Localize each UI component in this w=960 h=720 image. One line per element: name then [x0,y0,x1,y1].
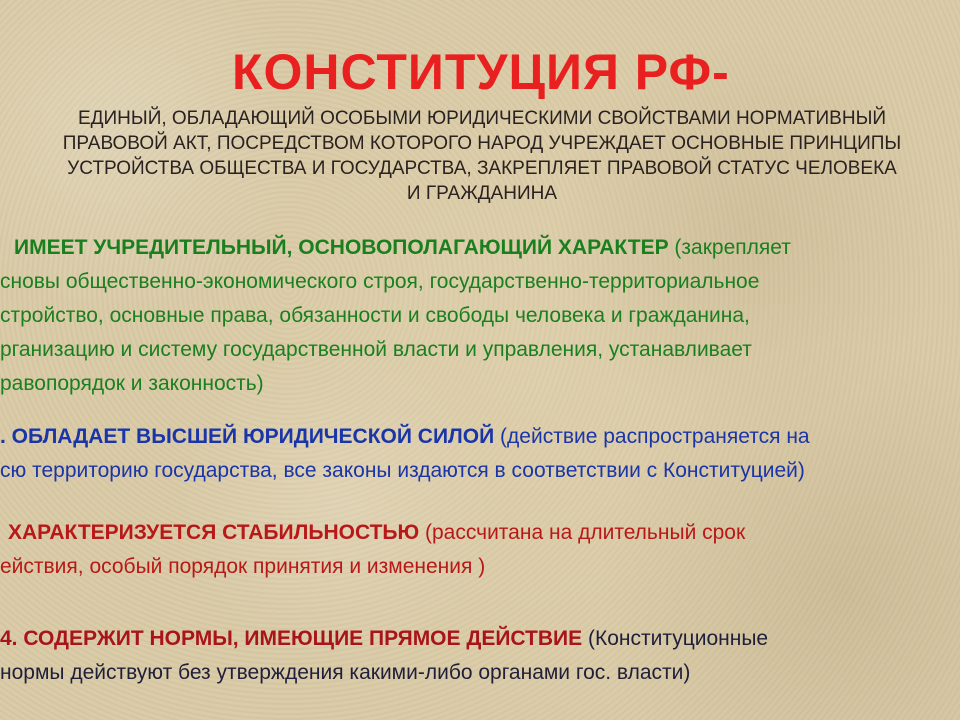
feature-detail: (Конституционные [582,627,769,650]
slide-title: КОНСТИТУЦИЯ РФ- [232,44,730,100]
feature-first-line [0,231,960,265]
feature-first-line [0,622,960,656]
feature-detail-line: стройство, основные права, обязанности и свободы человека и гражданина, [0,304,750,327]
feature-detail-line: нормы действуют без утверждения какими-либо органами гос. власти) [0,661,691,684]
feature-detail: (рассчитана на длительный срок [419,521,746,544]
feature-stability [0,516,960,584]
feature-heading: 4. СОДЕРЖИТ НОРМЫ, ИМЕЮЩИЕ ПРЯМОЕ ДЕЙСТВИЕ [0,627,583,650]
feature-first-line [0,420,960,454]
feature-heading: . ОБЛАДАЕТ ВЫСШЕЙ ЮРИДИЧЕСКОЙ СИЛОЙ [0,425,495,448]
feature-direct-effect [0,622,960,690]
feature-founding-character [0,231,960,401]
feature-detail: (действие распространяется на [494,425,810,448]
definition-line: УСТРОЙСТВА ОБЩЕСТВА И ГОСУДАРСТВА, ЗАКРЕПЛЯЕТ ПРАВОВОЙ СТАТУС ЧЕЛОВЕКА [67,158,897,179]
feature-heading: ХАРАКТЕРИЗУЕТСЯ СТАБИЛЬНОСТЬЮ [8,521,420,544]
feature-detail-line: сновы общественно-экономического строя, государственно-территориальное [0,270,760,293]
definition-line: И ГРАЖДАНИНА [406,183,558,204]
feature-first-line [0,516,960,550]
feature-detail-line: рганизацию и систему государственной власти и управления, устанавливает [0,338,752,361]
definition-line: ЕДИНЫЙ, ОБЛАДАЮЩИЙ ОСОБЫМИ ЮРИДИЧЕСКИМИ СВОЙСТВАМИ НОРМАТИВНЫЙ [77,108,887,129]
feature-detail-line: равопорядок и законность) [0,372,264,395]
definition-text [20,106,944,206]
feature-detail-line: ействия, особый порядок принятия и изменения ) [0,555,486,578]
feature-heading: ИМЕЕТ УЧРЕДИТЕЛЬНЫЙ, ОСНОВОПОЛАГАЮЩИЙ ХАРАКТЕР [14,236,669,259]
feature-detail: (закрепляет [668,236,791,259]
feature-detail-line: сю территорию государства, все законы издаются в соответствии с Конституцией) [0,459,805,482]
feature-supreme-legal-force [0,420,960,488]
definition-line: ПРАВОВОЙ АКТ, ПОСРЕДСТВОМ КОТОРОГО НАРОД УЧРЕЖДАЕТ ОСНОВНЫЕ ПРИНЦИПЫ [62,133,902,154]
